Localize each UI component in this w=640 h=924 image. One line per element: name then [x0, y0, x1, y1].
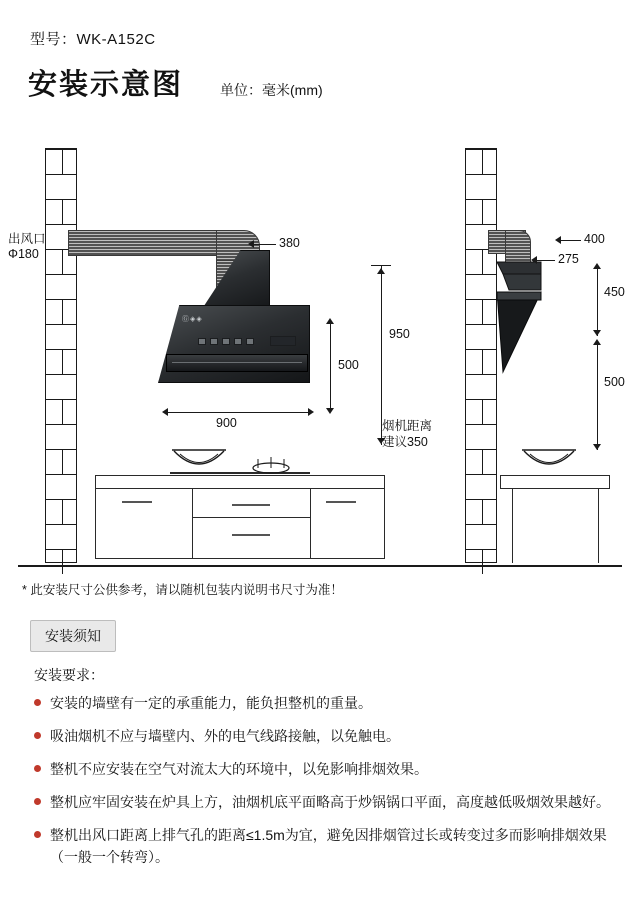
floor-line: [18, 565, 622, 567]
dim-380-text: 380: [279, 236, 300, 250]
hood-glass-top: [200, 250, 270, 312]
distance-note-line1: 烟机距离: [382, 419, 433, 433]
range-hood-front: [160, 250, 320, 390]
cabinet-divider: [192, 489, 193, 559]
dim-380-arrow: [248, 240, 254, 248]
cabinet-handle: [122, 501, 152, 503]
model-number: 型号：WK-A152C: [30, 31, 156, 48]
kitchen-cabinet: [95, 489, 385, 559]
distance-note-line2: 建议350: [382, 435, 428, 449]
side-counter-leg: [512, 489, 513, 563]
hood-bottom-grille: [166, 354, 308, 372]
brick-joints: [46, 149, 76, 562]
dim-500r-arrow-up: [593, 339, 601, 345]
list-item: [34, 824, 614, 868]
dim-400-line: [559, 240, 581, 241]
requirements-list: [34, 692, 614, 879]
bullet-dot-icon: [34, 765, 41, 772]
list-item: [34, 725, 614, 747]
cabinet-handle: [326, 501, 356, 503]
dim-275-line: [535, 260, 555, 261]
dim-950-tick-top: [371, 265, 391, 266]
dim-400-arrow: [555, 236, 561, 244]
bullet-dot-icon: [34, 699, 41, 706]
wok-icon: [172, 447, 226, 475]
dim-450-arrow-down: [593, 330, 601, 336]
outlet-label-line1: 出风口: [8, 232, 46, 246]
page-title: 安装示意图: [28, 69, 184, 101]
dim-450-line: [597, 266, 598, 336]
disclaimer-note: * 此安装尺寸公供参考，请以随机包装内说明书尺寸为准！: [22, 583, 343, 597]
dim-500-arrow-up: [326, 318, 334, 324]
bullet-dot-icon: [34, 831, 41, 838]
burner-icon: [248, 454, 294, 476]
side-counter-top: [500, 475, 610, 489]
dim-275-text: 275: [558, 252, 579, 266]
dim-900-text: 900: [216, 416, 237, 430]
dim-500r-arrow-down: [593, 444, 601, 450]
dim-500r-line: [597, 342, 598, 450]
list-item-text: 整机不应安装在空气对流太大的环境中，以免影响排烟效果。: [50, 761, 428, 777]
outlet-label-line2: Φ180: [8, 247, 39, 261]
dim-900-arrow-left: [162, 408, 168, 416]
drawer-handle: [232, 504, 270, 506]
control-button[interactable]: [234, 338, 242, 345]
control-button[interactable]: [198, 338, 206, 345]
bullet-dot-icon: [34, 732, 41, 739]
brand-logo: Ⓖ◈◈: [182, 316, 203, 323]
list-item-text: 吸油烟机不应与墙壁内、外的电气线路接触，以免触电。: [50, 728, 400, 744]
left-wall: [45, 148, 77, 563]
outlet-label: [8, 232, 46, 262]
control-button[interactable]: [210, 338, 218, 345]
list-item-text: 安装的墙壁有一定的承重能力，能负担整机的重量。: [50, 695, 372, 711]
unit-label: 单位：毫米(mm): [220, 82, 323, 98]
dim-450-arrow-up: [593, 263, 601, 269]
dim-275-arrow: [531, 256, 537, 264]
section-tag-install-notice: 安装须知: [30, 620, 116, 652]
side-counter-leg: [598, 489, 599, 563]
dim-950-text: 950: [389, 327, 410, 341]
dim-500-text: 500: [338, 358, 359, 372]
dim-900-line: [166, 412, 312, 413]
list-item-text: 整机应牢固安装在炉具上方，油烟机底平面略高于炒锅锅口平面，高度越低吸烟效果越好。: [50, 794, 610, 810]
display-window: [270, 336, 296, 346]
control-button[interactable]: [246, 338, 254, 345]
side-wok-icon: [522, 447, 576, 475]
dim-950-arrow-up: [377, 268, 385, 274]
requirements-title: 安装要求：: [34, 667, 104, 683]
dim-400-text: 400: [584, 232, 605, 246]
kitchen-counter-top: [95, 475, 385, 489]
list-item: [34, 692, 614, 714]
range-hood-side-view: [495, 260, 563, 390]
list-item-text: 整机出风口距离上排气孔的距离≤1.5m为宜，避免因排烟管过长或转变过多而影响排烟效果（一般一个转弯）。: [50, 827, 607, 865]
drawer-line: [192, 517, 310, 518]
dim-500r-text: 500: [604, 375, 625, 389]
cabinet-divider: [310, 489, 311, 559]
control-button[interactable]: [222, 338, 230, 345]
hood-grille-line: [172, 362, 302, 363]
dim-500-arrow-down: [326, 408, 334, 414]
right-wall: [465, 148, 497, 563]
dim-500-line: [330, 322, 331, 410]
diagram-canvas: [0, 120, 640, 570]
dim-450-text: 450: [604, 285, 625, 299]
list-item: [34, 758, 614, 780]
dim-900-arrow-right: [308, 408, 314, 416]
drawer-handle: [232, 534, 270, 536]
bullet-dot-icon: [34, 798, 41, 805]
dim-380-line: [252, 244, 276, 245]
brick-joints-right: [466, 149, 496, 562]
list-item: [34, 791, 614, 813]
